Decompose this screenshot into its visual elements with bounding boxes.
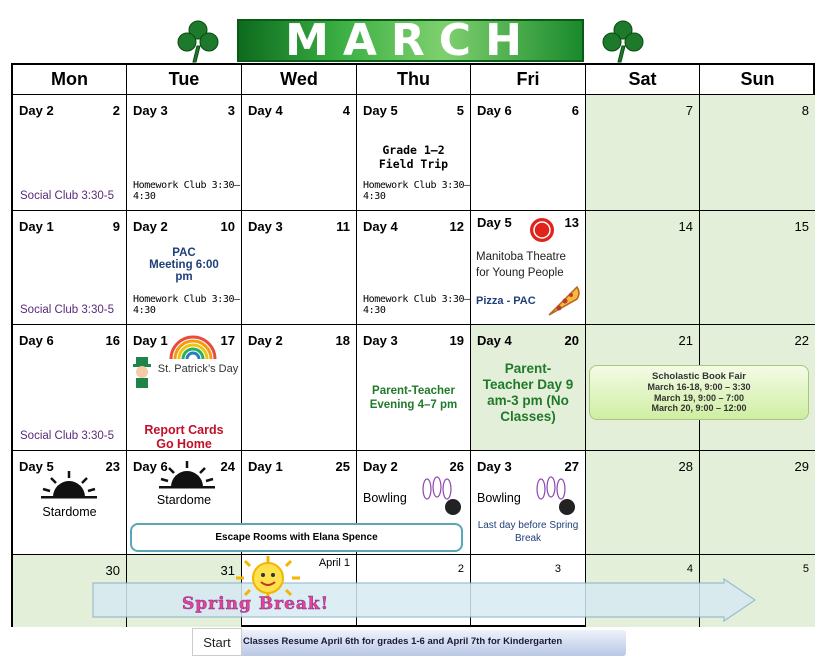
date-number: 15 (794, 219, 809, 234)
date-number: 25 (335, 459, 350, 474)
date-number: 5 (802, 563, 809, 575)
parent-teacher-day-event: Parent-Teacher Day 9 am-3 pm (No Classes) (482, 361, 574, 424)
date-number: 17 (220, 333, 235, 348)
day-cell[interactable] (242, 325, 357, 451)
date-number: 21 (678, 333, 693, 348)
leprechaun-icon (131, 357, 153, 389)
date-number: 14 (678, 219, 693, 234)
school-day-label: Day 4 (477, 333, 512, 348)
date-number: 2 (112, 103, 120, 118)
school-day-label: Day 2 (363, 459, 398, 474)
day-cell[interactable] (13, 325, 127, 451)
weekend-cell[interactable] (586, 95, 700, 211)
day-cell[interactable] (242, 211, 357, 325)
school-day-label: Day 3 (133, 103, 168, 118)
date-number: 26 (449, 459, 464, 474)
day-cell[interactable] (13, 211, 127, 325)
school-day-label: Day 2 (19, 103, 54, 118)
date-number: 3 (227, 103, 235, 118)
day-cell[interactable] (127, 95, 242, 211)
date-number: 16 (105, 333, 120, 348)
school-day-label: Day 1 (133, 333, 168, 348)
bowling-event: Bowling (363, 491, 407, 505)
book-fair-line: March 20, 9:00 – 12:00 (651, 403, 747, 413)
school-day-label: Day 4 (248, 103, 283, 118)
social-club-note: Social Club 3:30-5 (20, 304, 114, 316)
social-club-note: Social Club 3:30-5 (20, 190, 114, 202)
date-number: April 1 (318, 557, 350, 569)
start-button[interactable]: Start (192, 628, 242, 656)
weekend-cell[interactable] (586, 211, 700, 325)
day-cell[interactable] (13, 95, 127, 211)
month-banner (237, 14, 584, 66)
date-number: 3 (554, 563, 561, 575)
date-number: 4 (686, 563, 693, 575)
sun-horizon-icon (39, 469, 99, 499)
field-trip-event: Grade 1–2 Field Trip (378, 143, 449, 171)
date-number: 27 (564, 459, 579, 474)
date-number: 31 (220, 563, 235, 578)
school-day-label: Day 5 (363, 103, 398, 118)
day-cell[interactable] (471, 211, 586, 325)
school-day-label: Day 5 (19, 459, 54, 474)
book-fair-line: March 19, 9:00 – 7:00 (653, 392, 745, 403)
day-cell[interactable] (357, 95, 471, 211)
escape-rooms-event[interactable]: Escape Rooms with Elana Spence (130, 523, 463, 552)
weekend-cell[interactable] (586, 451, 700, 555)
school-day-label: Day 2 (133, 219, 168, 234)
school-day-label: Day 6 (477, 103, 512, 118)
book-fair-line: March 16-18, 9:00 – 3:30 (647, 382, 751, 392)
book-fair-event[interactable] (589, 365, 809, 420)
homework-club-note: Homework Club 3:30–4:30 (363, 180, 470, 202)
school-day-label: Day 2 (248, 333, 283, 348)
date-number: 30 (105, 563, 120, 578)
weekday-header: Tue (127, 65, 242, 95)
day-cell[interactable] (13, 451, 127, 555)
date-number: 8 (801, 103, 809, 118)
date-number: 19 (449, 333, 464, 348)
classes-resume-note: Classes Resume April 6th for grades 1-6 and April 7th for Kindergarten (243, 636, 563, 647)
weekday-header: Fri (471, 65, 586, 95)
spring-break-label: Spring Break! (182, 594, 330, 614)
shamrock-icon (175, 18, 221, 64)
school-day-label: Day 3 (363, 333, 398, 348)
day-cell[interactable] (471, 325, 586, 451)
date-number: 24 (220, 459, 235, 474)
date-number: 6 (571, 103, 579, 118)
date-number: 28 (678, 459, 693, 474)
date-number: 4 (342, 103, 350, 118)
pizza-pac-event: Pizza - PAC (476, 295, 536, 307)
school-day-label: Day 3 (248, 219, 283, 234)
weekday-header: Sun (700, 65, 815, 95)
date-number: 5 (456, 103, 464, 118)
pac-meeting-event: PAC Meeting 6:00 pm (149, 247, 219, 283)
date-number: 20 (564, 333, 579, 348)
school-day-label: Day 4 (363, 219, 398, 234)
shamrock-icon (600, 18, 646, 64)
homework-club-note: Homework Club 3:30–4:30 (133, 180, 240, 202)
date-number: 13 (564, 215, 579, 230)
day-cell[interactable] (471, 95, 586, 211)
school-day-label: Day 5 (477, 215, 512, 230)
homework-club-note: Homework Club 3:30–4:30 (133, 294, 240, 316)
school-day-label: Day 1 (19, 219, 54, 234)
school-day-label: Day 1 (248, 459, 283, 474)
stardome-event: Stardome (42, 505, 97, 519)
school-day-label: Day 6 (133, 459, 168, 474)
bowling-icon (417, 473, 465, 517)
bowling-icon (531, 473, 579, 517)
day-cell[interactable] (471, 451, 586, 555)
social-club-note: Social Club 3:30-5 (20, 430, 114, 442)
weekend-cell[interactable] (700, 95, 815, 211)
day-cell[interactable] (242, 95, 357, 211)
date-number: 11 (336, 219, 350, 234)
day-cell[interactable] (127, 325, 242, 451)
date-number: 12 (449, 219, 464, 234)
date-number: 18 (335, 333, 350, 348)
day-cell[interactable] (357, 211, 471, 325)
book-fair-title: Scholastic Book Fair (652, 370, 746, 382)
homework-club-note: Homework Club 3:30–4:30 (363, 294, 470, 316)
report-cards-event: Report Cards Go Home (144, 423, 224, 451)
date-number: 23 (105, 459, 120, 474)
parent-teacher-evening-event: Parent-Teacher Evening 4–7 pm (369, 385, 458, 411)
school-day-label: Day 6 (19, 333, 54, 348)
stardome-event: Stardome (156, 493, 212, 507)
pizza-icon (545, 283, 581, 319)
sun-horizon-icon (157, 459, 217, 489)
date-number: 22 (794, 333, 809, 348)
date-number: 7 (685, 103, 693, 118)
date-number: 9 (112, 219, 120, 234)
theatre-event: Manitoba Theatre for Young People (476, 251, 566, 279)
last-day-note: Last day before Spring Break (477, 520, 579, 544)
weekend-cell[interactable] (700, 211, 815, 325)
day-cell[interactable] (127, 211, 242, 325)
date-number: 2 (457, 563, 464, 575)
weekday-header: Thu (357, 65, 471, 95)
date-number: 29 (794, 459, 809, 474)
weekday-header: Wed (242, 65, 357, 95)
day-cell[interactable] (357, 325, 471, 451)
theatre-logo-icon (529, 217, 555, 243)
date-number: 10 (220, 219, 235, 234)
rainbow-icon (167, 331, 219, 361)
st-patricks-event: St. Patrick’s Day (157, 363, 239, 375)
weekend-cell[interactable] (700, 451, 815, 555)
weekday-header: Mon (13, 65, 127, 95)
bowling-event: Bowling (477, 491, 521, 505)
weekday-header: Sat (586, 65, 700, 95)
school-day-label: Day 3 (477, 459, 512, 474)
month-title: MARCH (285, 14, 536, 66)
